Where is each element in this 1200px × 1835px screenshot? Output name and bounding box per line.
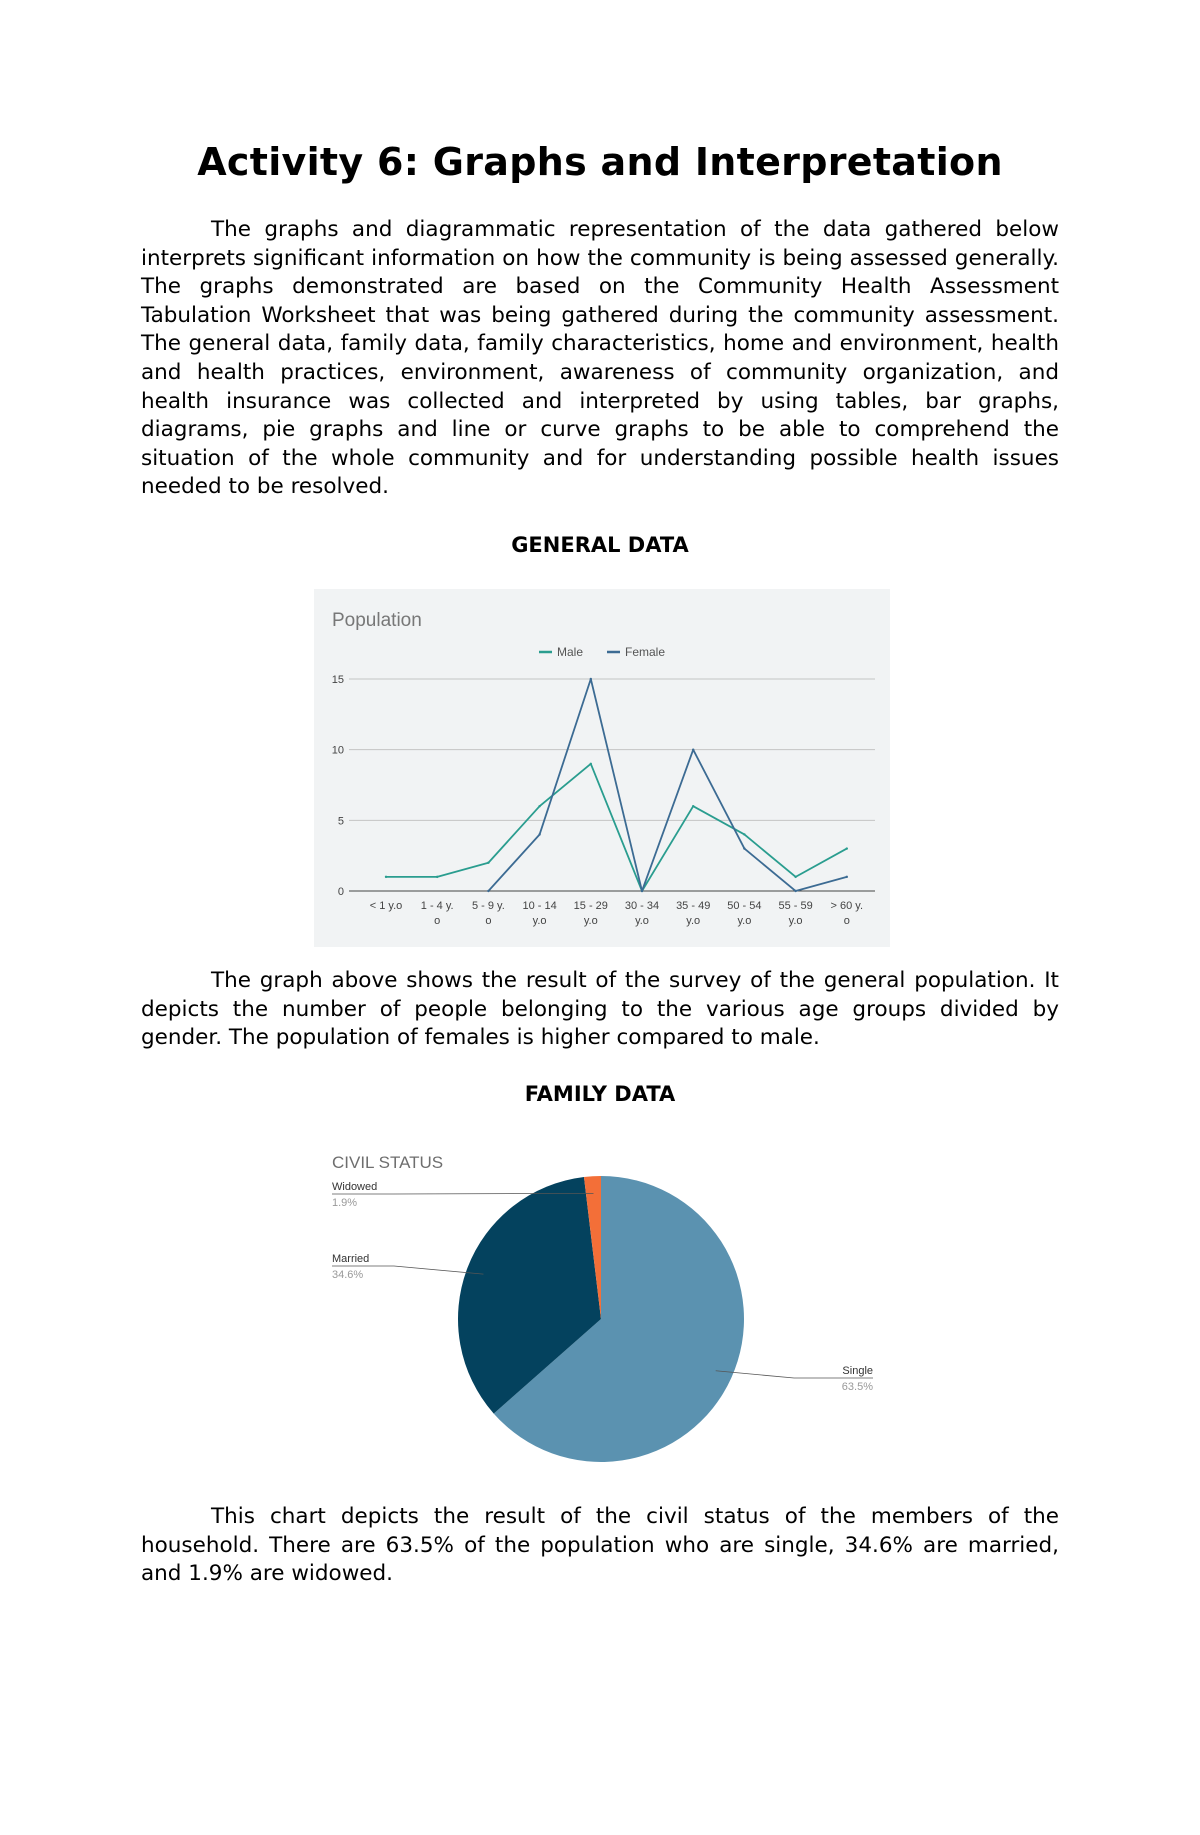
data-point-male xyxy=(743,833,745,835)
y-tick-label: 0 xyxy=(337,886,344,898)
slice-label-married: Married xyxy=(332,1253,370,1265)
x-tick-label: y.o xyxy=(583,915,598,927)
chart-title: Population xyxy=(332,610,422,631)
chart-title: CIVIL STATUS xyxy=(332,1153,444,1172)
civil-status-pie-chart xyxy=(314,1138,890,1478)
x-tick-label: 30 - 34 xyxy=(624,900,660,912)
x-tick-label: 50 - 54 xyxy=(727,900,762,912)
data-point-male xyxy=(794,876,796,878)
x-tick-label: 10 - 14 xyxy=(522,900,557,912)
data-point-male xyxy=(385,876,387,878)
series-line-female xyxy=(488,679,846,891)
civil-status-chart-svg xyxy=(314,1138,890,1478)
x-tick-label: o xyxy=(843,915,850,927)
x-tick-label: 55 - 59 xyxy=(778,900,813,912)
general-data-heading: GENERAL DATA xyxy=(511,533,689,557)
population-chart-svg xyxy=(314,589,890,947)
x-tick-label: > 60 y. xyxy=(830,900,864,912)
population-line-chart xyxy=(314,589,890,947)
x-tick-label: y.o xyxy=(737,915,752,927)
data-point-male xyxy=(538,805,540,807)
x-tick-label: y.o xyxy=(635,915,649,927)
data-point-female xyxy=(794,890,796,892)
data-point-female xyxy=(590,678,592,680)
data-point-male xyxy=(436,876,438,878)
data-point-male xyxy=(487,862,489,864)
legend-label-male: Male xyxy=(557,645,584,659)
data-point-male xyxy=(692,805,694,807)
data-point-female xyxy=(743,847,745,849)
x-tick-label: y.o xyxy=(686,915,701,927)
slice-percent-single: 63.5% xyxy=(841,1381,873,1393)
intro-paragraph: The graphs and diagrammatic representation of the data gathered below interprets significant information on how the community is being assessed generally. The graphs demonstrated are based on the Community Health Assessment Tabulation Worksheet that was being gathered during the community assessment. The general data, family data, family characteristics, home and environment, health and health practices, environment, awareness of community organization, and health insurance was collected and interpreted by using tables, bar graphs, diagrams, pie graphs and line or curve graphs to be able to comprehend the situation of the whole community and for understanding possible health issues needed to be resolved. xyxy=(141,217,1059,500)
legend-label-female: Female xyxy=(625,645,666,659)
x-tick-label: y.o xyxy=(532,915,547,927)
data-point-female xyxy=(692,748,694,750)
family-data-heading: FAMILY DATA xyxy=(524,1082,676,1106)
x-tick-label: 5 - 9 y. xyxy=(471,900,505,912)
y-tick-label: 5 xyxy=(337,815,344,828)
x-tick-label: o xyxy=(434,915,441,927)
slice-label-single: Single xyxy=(842,1365,873,1377)
y-tick-label: 10 xyxy=(331,744,344,757)
x-tick-label: 15 - 29 xyxy=(573,900,608,912)
page-title: Activity 6: Graphs and Interpretation xyxy=(197,140,1003,184)
population-description: The graph above shows the result of the survey of the general population. It depicts the number of people belonging to the various age groups divided by gender. The population of females is higher compared to male. xyxy=(141,968,1059,1051)
slice-label-widowed: Widowed xyxy=(332,1181,378,1193)
x-tick-label: y.o xyxy=(788,915,803,927)
y-tick-label: 15 xyxy=(331,674,344,686)
slice-percent-widowed: 1.9% xyxy=(332,1197,358,1209)
x-tick-label: 35 - 49 xyxy=(676,900,711,912)
data-point-male xyxy=(846,847,848,849)
x-tick-label: < 1 y.o xyxy=(369,900,403,912)
x-tick-label: 1 - 4 y. xyxy=(420,900,454,912)
data-point-female xyxy=(487,890,489,892)
data-point-female xyxy=(641,890,643,892)
slice-percent-married: 34.6% xyxy=(332,1269,364,1281)
data-point-male xyxy=(590,763,592,765)
x-tick-label: o xyxy=(485,915,492,927)
civil-status-description: This chart depicts the result of the civil status of the members of the household. There are 63.5% of the population who are single, 34.6% are married, and 1.9% are widowed. xyxy=(141,1504,1059,1587)
data-point-female xyxy=(846,876,848,878)
data-point-female xyxy=(538,833,540,835)
